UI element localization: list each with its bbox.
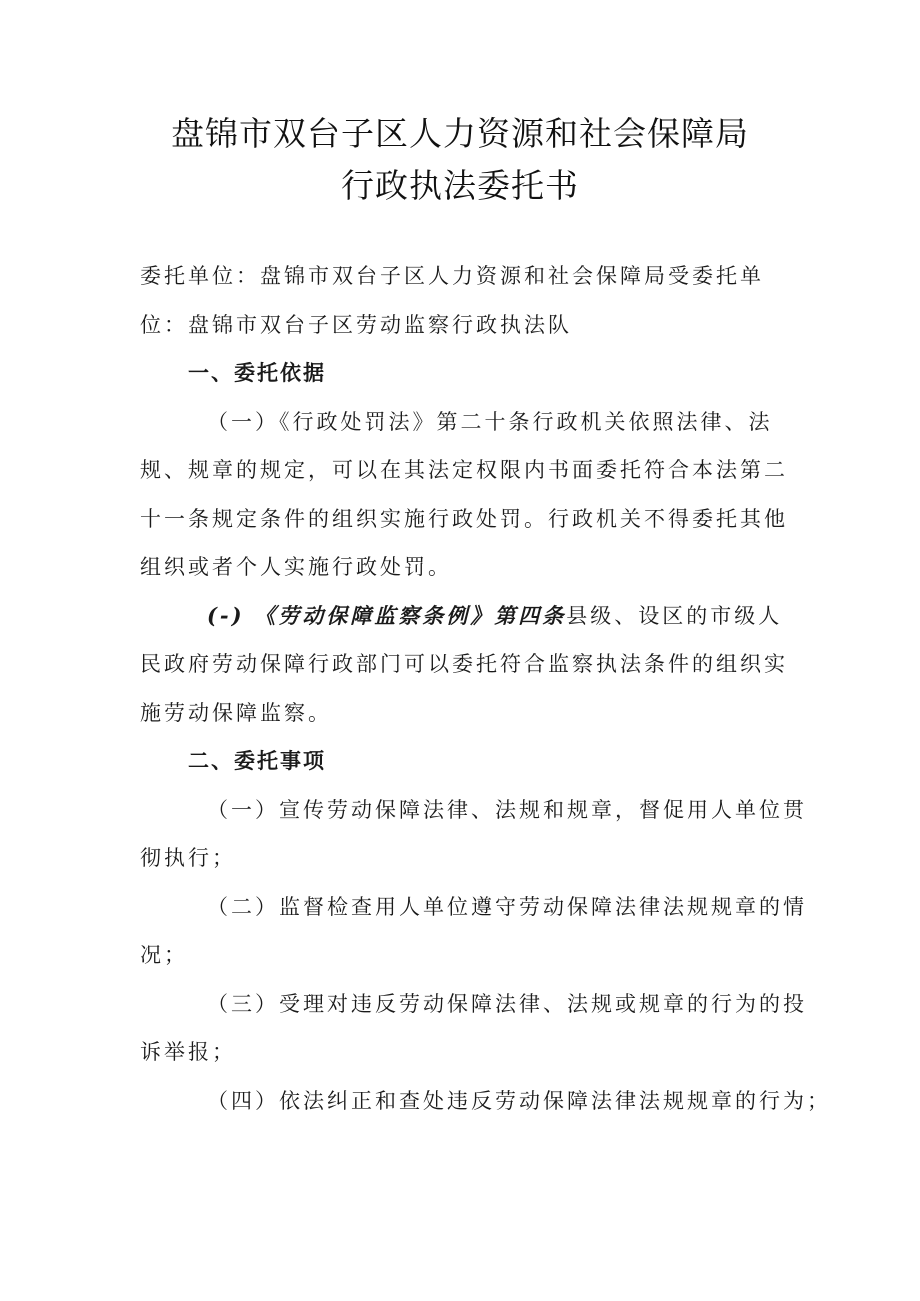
s2-item3-line2: 诉举报；	[140, 1040, 236, 1064]
s2-item1-line2: 彻执行；	[140, 846, 236, 870]
document-title-line1: 盘锦市双台子区人力资源和社会保障局	[171, 114, 749, 153]
document-body	[140, 252, 831, 1125]
s2-item2-line1: （二）监督检查用人单位遵守劳动保障法律法规规章的情	[207, 894, 807, 919]
s1-item2-line2: 民政府劳动保障行政部门可以委托符合监察执法条件的组织实	[140, 652, 788, 676]
parties-line2: 位：盘锦市双台子区劳动监察行政执法队	[140, 312, 572, 337]
s1-item2-line3: 施劳动保障监察。	[140, 700, 332, 725]
s1-item2-rest: 县级、设区的市级人	[566, 603, 783, 628]
s1-item2-article: 第四条	[494, 602, 567, 628]
s1-item2-line1	[140, 592, 800, 641]
s2-item1-line1: （一）宣传劳动保障法律、法规和规章，督促用人单位贯	[207, 797, 807, 822]
document-title-line2: 行政执法委托书	[341, 166, 579, 205]
s2-item2-line2: 况；	[140, 943, 188, 967]
s1-item1-line4: 组织或者个人实施行政处罚。	[140, 555, 452, 579]
section1-heading: 一、委托依据	[188, 360, 326, 385]
s2-item3-line1: （三）受理对违反劳动保障法律、法规或规章的行为的投	[207, 991, 807, 1016]
s1-item1-line1: （一）《行政处罚法》第二十条行政机关依照法律、法	[207, 409, 773, 434]
section2-heading: 二、委托事项	[188, 748, 326, 773]
s1-item2-prefix: (-)	[207, 602, 245, 628]
s1-item1-line2: 规、规章的规定，可以在其法定权限内书面委托符合本法第二	[140, 458, 788, 482]
s2-item4-line1: （四）依法纠正和查处违反劳动保障法律法规规章的行为；	[207, 1088, 831, 1113]
s1-item1-line3: 十一条规定条件的组织实施行政处罚。行政机关不得委托其他	[140, 506, 788, 531]
s1-item2-law: 《劳动保障监察条例》	[254, 602, 495, 628]
parties-line1: 委托单位：盘锦市双台子区人力资源和社会保障局受委托单	[140, 264, 764, 288]
